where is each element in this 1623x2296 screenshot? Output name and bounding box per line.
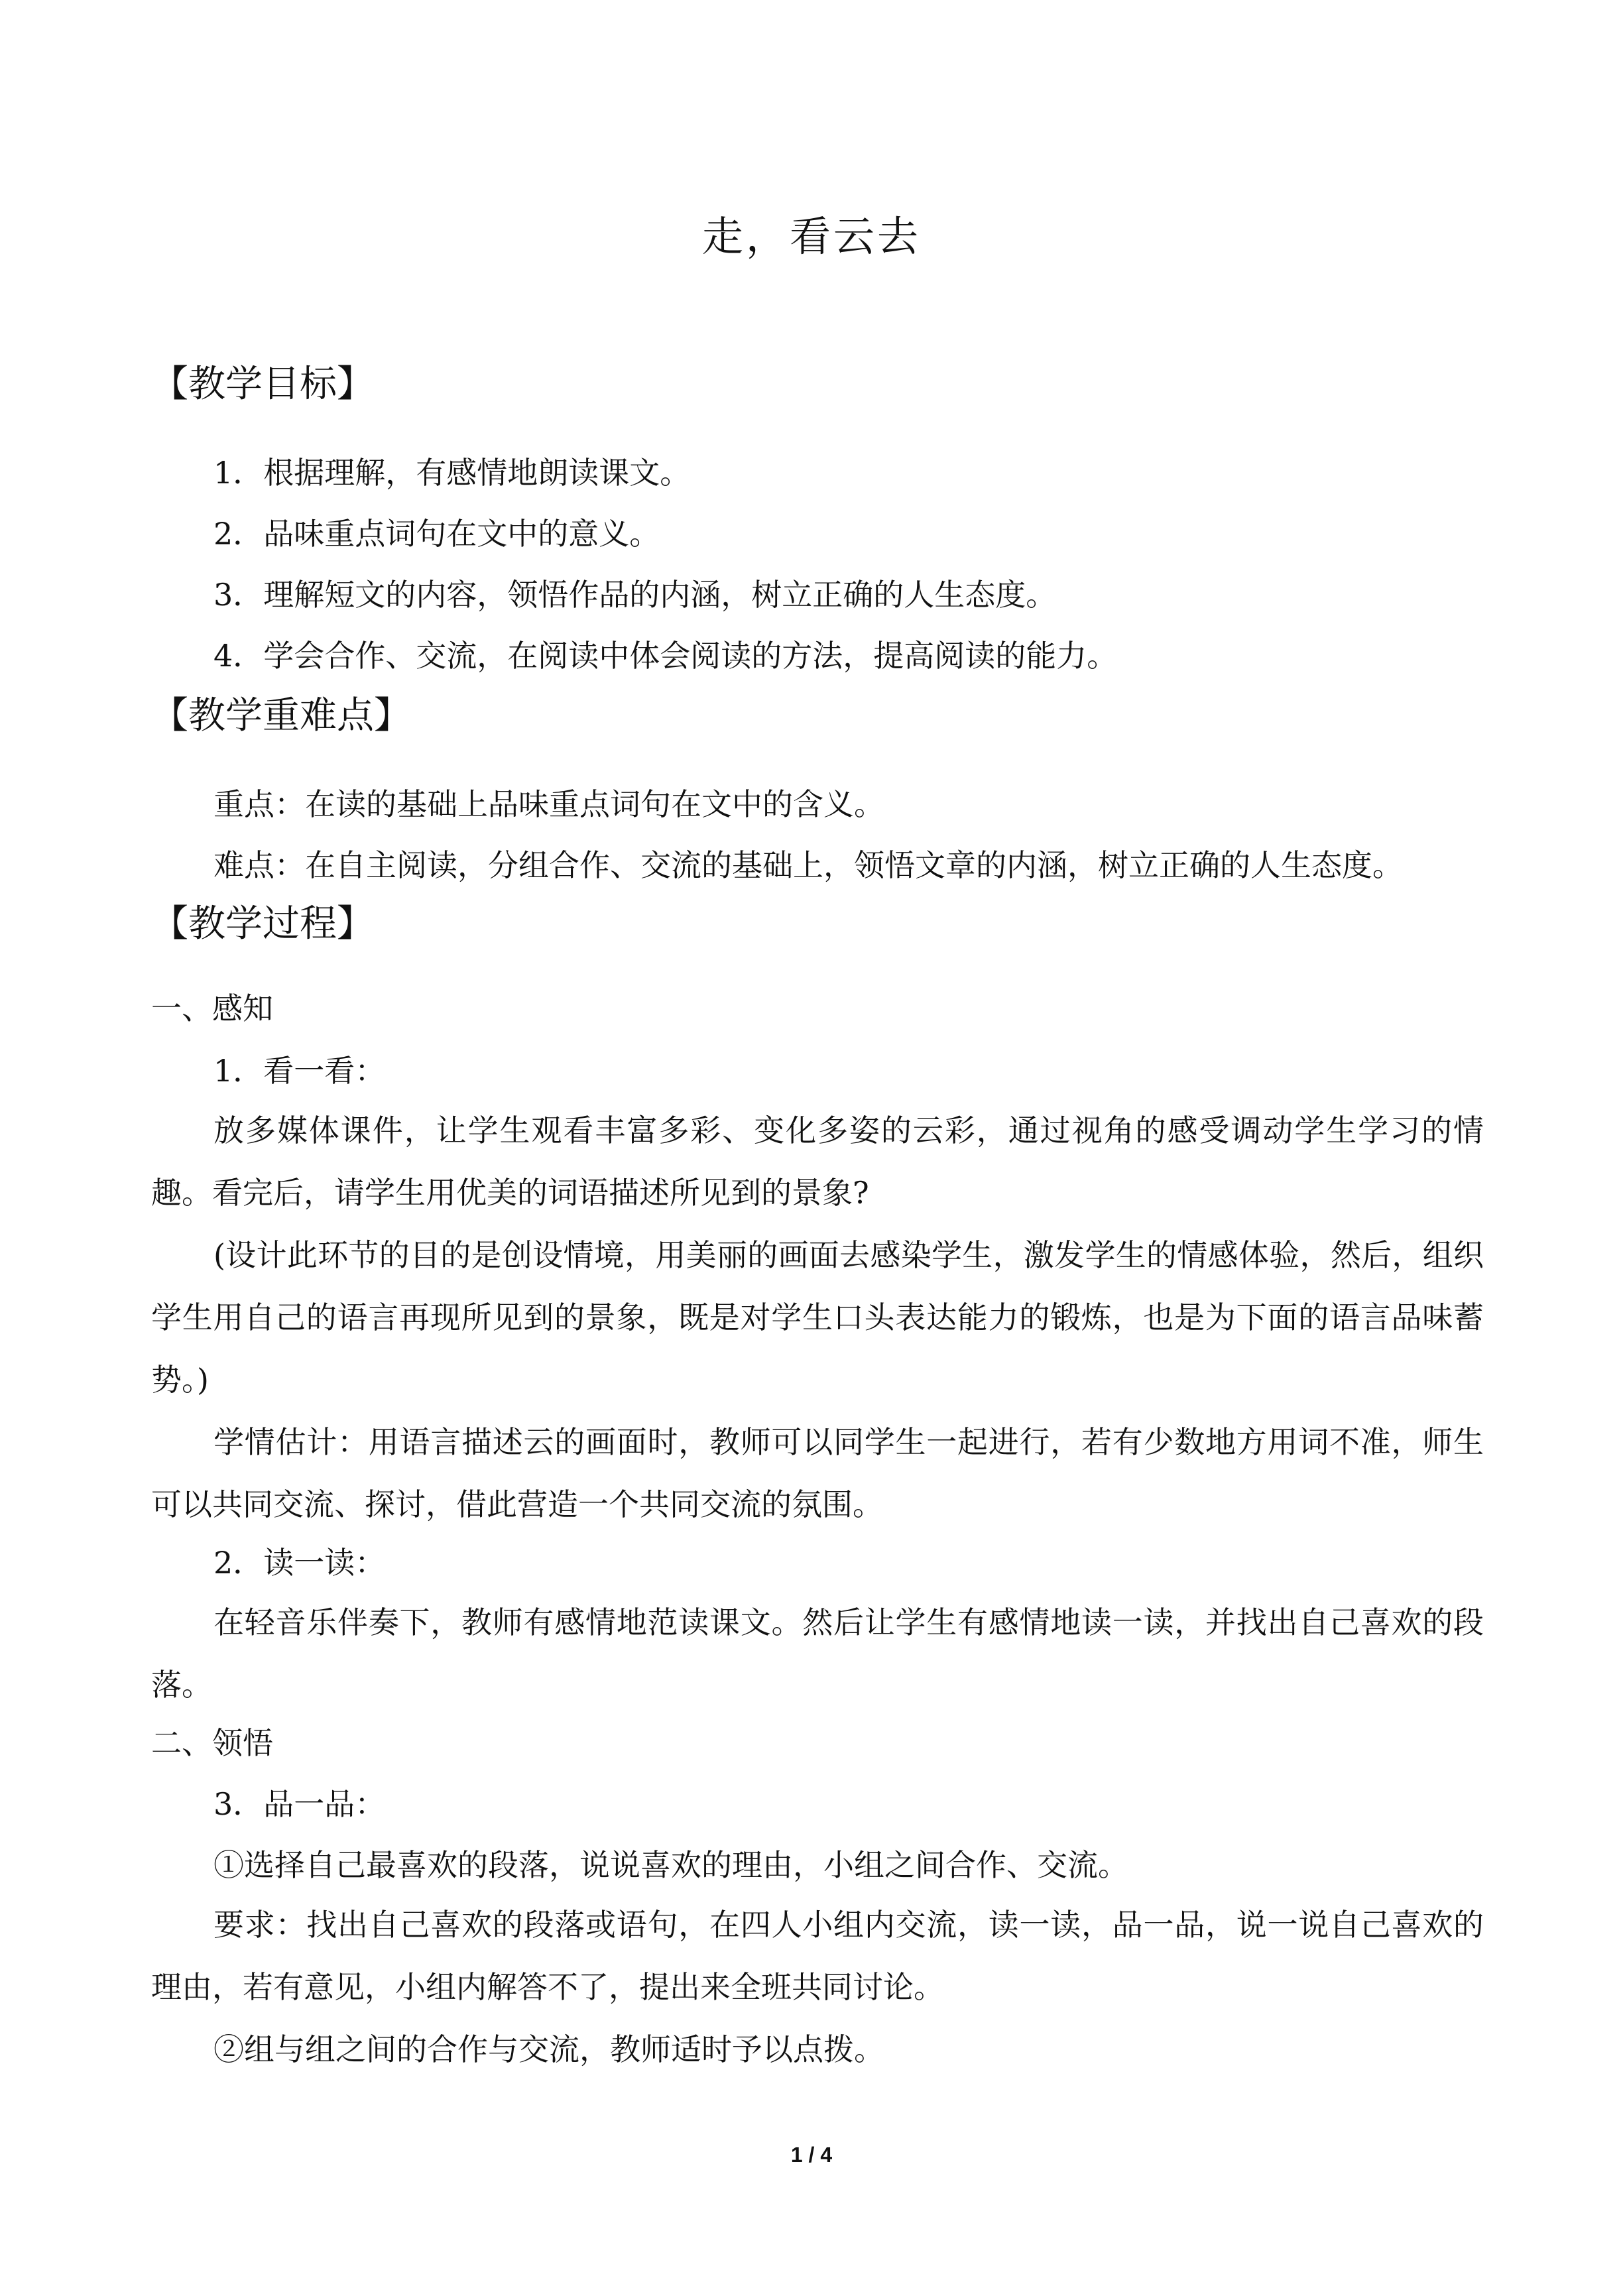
keypoints-heading: 【教学重难点】 <box>151 694 411 737</box>
difficulty-text: 难点：在自主阅读，分组合作、交流的基础上，领悟文章的内涵，树立正确的人生态度。 <box>213 847 1403 883</box>
objective-item-3: 3．理解短文的内容，领悟作品的内涵，树立正确的人生态度。 <box>213 577 1057 613</box>
keypoint-text: 重点：在读的基础上品味重点词句在文中的含义。 <box>213 786 884 822</box>
page-number: 1 / 4 <box>790 2143 833 2167</box>
part2-title: 二、领悟 <box>151 1725 273 1761</box>
step2-paragraph: 在轻音乐伴奏下，教师有感情地范读课文。然后让学生有感情地读一读，并找出自己喜欢的段落。 <box>151 1604 1484 1703</box>
step2-title: 2．读一读： <box>213 1545 386 1581</box>
objectives-heading: 【教学目标】 <box>151 363 374 406</box>
objective-item-1: 1．根据理解，有感情地朗读课文。 <box>213 455 691 491</box>
part1-title: 一、感知 <box>151 991 273 1026</box>
step3-requirement: 要求：找出自己喜欢的段落或语句，在四人小组内交流，读一读，品一品，说一说自己喜欢的理由，若有意见，小组内解答不了，提出来全班共同讨论。 <box>151 1907 1484 2005</box>
step3-item-1: ①选择自己最喜欢的段落，说说喜欢的理由，小组之间合作、交流。 <box>213 1847 1128 1883</box>
step3-item-2: ②组与组之间的合作与交流，教师适时予以点拨。 <box>213 2031 884 2067</box>
objective-item-2: 2．品味重点词句在文中的意义。 <box>213 516 660 552</box>
step1-design-note: (设计此环节的目的是创设情境，用美丽的画面去感染学生，激发学生的情感体验，然后，组织学生用自己的语言再现所见到的景象，既是对学生口头表达能力的锻炼，也是为下面的语言品味蓄势。) <box>151 1237 1484 1398</box>
step1-estimate: 学情估计：用语言描述云的画面时，教师可以同学生一起进行，若有少数地方用词不准，师生可以共同交流、探讨，借此营造一个共同交流的氛围。 <box>151 1424 1484 1522</box>
objective-item-4: 4．学会合作、交流，在阅读中体会阅读的方法，提高阅读的能力。 <box>213 638 1118 674</box>
page-title: 走，看云去 <box>701 212 921 261</box>
step1-title: 1．看一看： <box>213 1053 386 1089</box>
step1-paragraph: 放多媒体课件，让学生观看丰富多彩、变化多姿的云彩，通过视角的感受调动学生学习的情趣。看完后，请学生用优美的词语描述所见到的景象? <box>151 1113 1484 1211</box>
process-heading: 【教学过程】 <box>151 902 374 945</box>
step3-title: 3．品一品： <box>213 1786 386 1822</box>
